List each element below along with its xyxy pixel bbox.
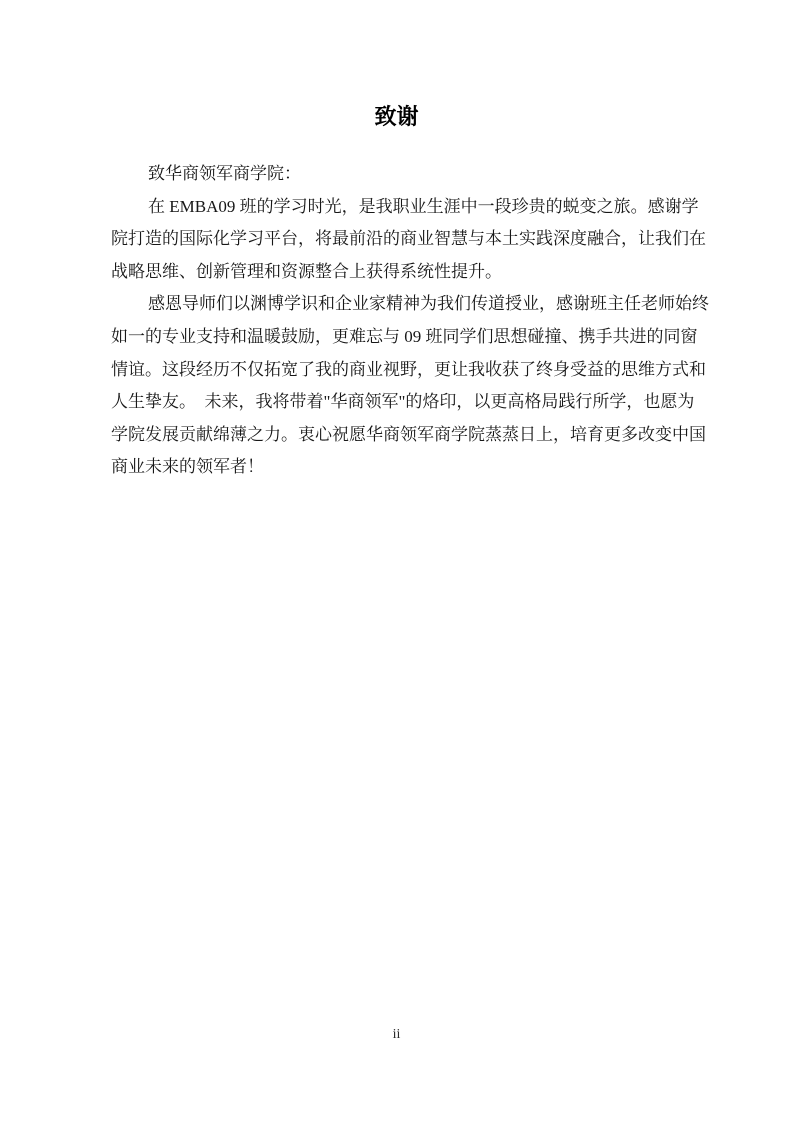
- text-line: 学院发展贡献绵薄之力。衷心祝愿华商领军商学院蒸蒸日上，培育更多改变中国: [111, 424, 706, 444]
- text-line: 商业未来的领军者！: [111, 457, 264, 477]
- text-line: 战略思维、创新管理和资源整合上获得系统性提升。: [111, 261, 502, 281]
- text-line: 情谊。这段经历不仅拓宽了我的商业视野，更让我收获了终身受益的思维方式和: [111, 359, 706, 379]
- text-line: 院打造的国际化学习平台，将最前沿的商业智慧与本土实践深度融合，让我们在: [111, 229, 706, 249]
- acknowledgements-title: 致谢: [374, 104, 419, 129]
- salutation-line: 致华商领军商学院：: [148, 164, 301, 183]
- text-line: 感恩导师们以渊博学识和企业家精神为我们传道授业，感谢班主任老师始终: [148, 294, 709, 314]
- page-number: ii: [392, 1027, 401, 1042]
- text-line: 如一的专业支持和温暖鼓励，更难忘与 09 班同学们思想碰撞、携手共进的同窗: [111, 326, 698, 346]
- body-text: [111, 158, 709, 484]
- text-line: 在 EMBA09 班的学习时光，是我职业生涯中一段珍贵的蜕变之旅。感谢学: [148, 196, 699, 216]
- text-line: 人生挚友。 未来，我将带着"华商领军"的烙印，以更高格局践行所学，也愿为: [111, 392, 695, 412]
